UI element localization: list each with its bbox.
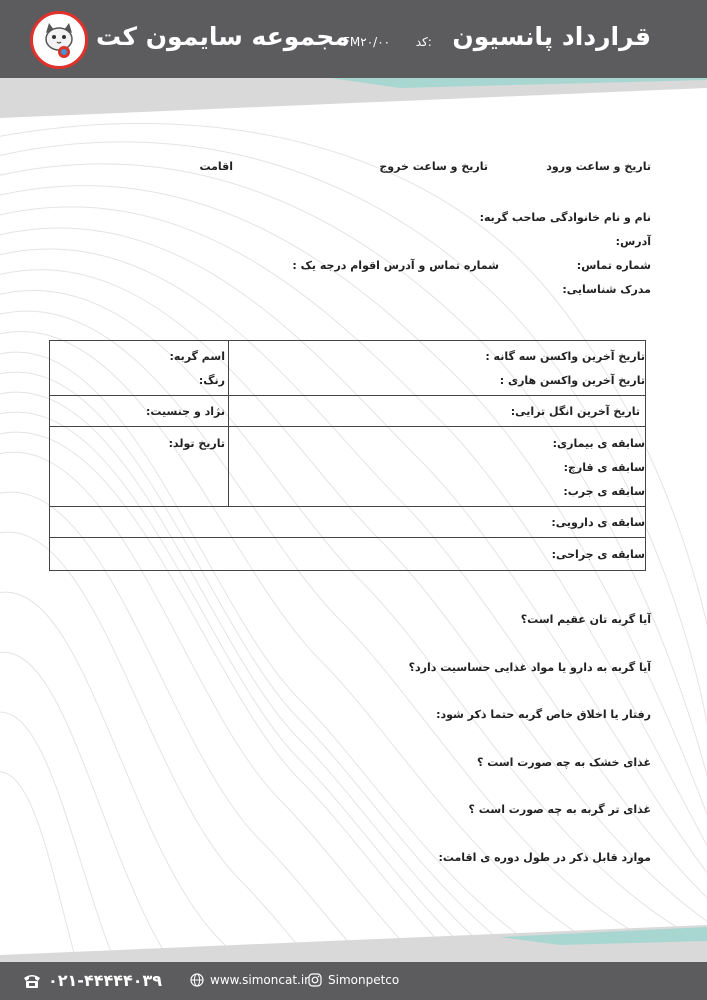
question-allergy: آیا گربه به دارو یا مواد غذایی حساسیت دارد؟ bbox=[408, 661, 651, 674]
footer-phone bbox=[22, 971, 162, 990]
vaccine-rabies-label: تاریخ آخرین واکسن هاری : bbox=[499, 374, 645, 387]
table-row bbox=[49, 340, 646, 396]
question-dry-food: غذای خشک به چه صورت است ؟ bbox=[476, 756, 651, 769]
scabies-history-label: سابقه ی جرب: bbox=[563, 485, 645, 498]
deworm-date-label: تاریخ آخرین انگل ترایی: bbox=[510, 405, 640, 418]
question-neutered: آیا گربه تان عقیم است؟ bbox=[520, 613, 651, 626]
footer-phone-number: ۰۲۱-۴۴۴۴۴۰۳۹ bbox=[48, 971, 163, 990]
document-code-value: FM۲۰/۰۰ bbox=[343, 35, 391, 49]
disease-history-label: سابقه ی بیماری: bbox=[552, 437, 645, 450]
owner-name-label: نام و نام خانوادگی صاحب گربه: bbox=[479, 211, 651, 224]
cat-name-label: اسم گربه: bbox=[169, 350, 225, 363]
cat-logo-icon bbox=[34, 15, 84, 65]
document-title: قرارداد پانسیون bbox=[452, 22, 651, 51]
footer-instagram[interactable] bbox=[308, 973, 399, 987]
brand-name: مجموعه سایمون کت bbox=[96, 22, 350, 51]
surgery-history-label: سابقه ی جراحی: bbox=[551, 548, 645, 561]
question-behavior: رفتار یا اخلاق خاص گربه حتما ذکر شود: bbox=[436, 708, 651, 721]
birth-date-label: تاریخ تولد: bbox=[168, 437, 225, 450]
instagram-icon bbox=[308, 973, 322, 987]
footer-instagram-text: Simonpetco bbox=[328, 973, 400, 987]
document-code bbox=[343, 35, 432, 49]
drug-history-label: سابقه ی دارویی: bbox=[551, 516, 645, 529]
footer-website[interactable] bbox=[190, 973, 309, 987]
brand-logo bbox=[30, 11, 88, 69]
entry-datetime-label: تاریخ و ساعت ورود bbox=[546, 160, 651, 173]
question-notes: موارد قابل ذکر در طول دوره ی اقامت: bbox=[438, 851, 651, 864]
footer-website-text: www.simoncat.ir bbox=[210, 973, 310, 987]
owner-address-label: آدرس: bbox=[615, 235, 651, 248]
breed-sex-label: نژاد و جنسیت: bbox=[145, 405, 225, 418]
owner-id-document-label: مدرک شناسایی: bbox=[562, 283, 651, 296]
exit-datetime-label: تاریخ و ساعت خروج bbox=[379, 160, 488, 173]
residence-label: اقامت bbox=[199, 160, 233, 173]
cat-color-label: رنگ: bbox=[198, 374, 225, 387]
owner-phone-label: شماره تماس: bbox=[576, 259, 651, 272]
question-wet-food: غذای تر گربه به چه صورت است ؟ bbox=[468, 803, 651, 816]
telephone-icon bbox=[22, 973, 42, 989]
document-code-label: کد: bbox=[415, 35, 432, 49]
relative-contact-label: شماره تماس و آدرس اقوام درجه یک : bbox=[292, 259, 499, 272]
fungus-history-label: سابقه ی قارچ: bbox=[563, 461, 645, 474]
vaccine-tri-label: تاریخ آخرین واکسن سه گانه : bbox=[485, 350, 645, 363]
globe-icon bbox=[190, 973, 204, 987]
